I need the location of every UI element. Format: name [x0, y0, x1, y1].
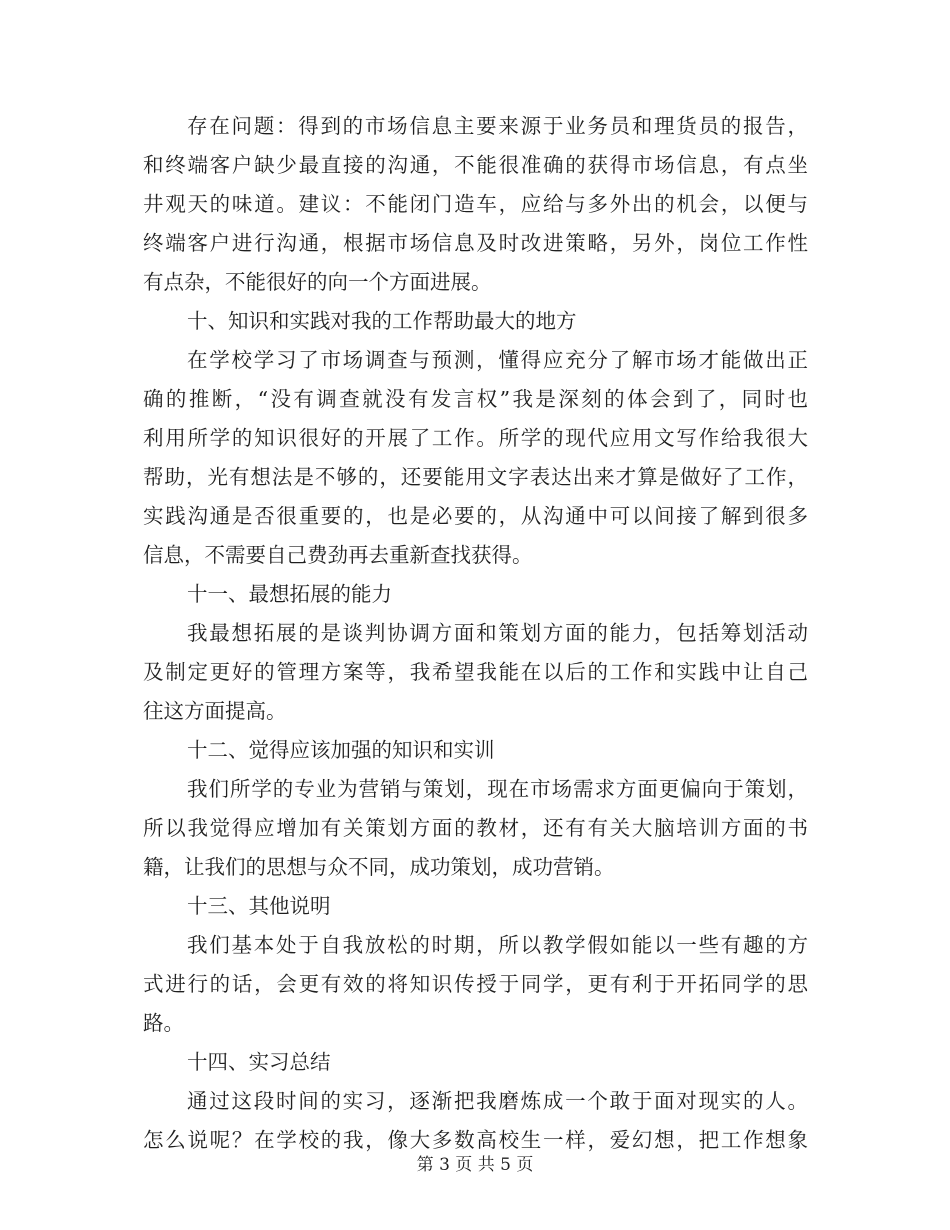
- section-heading: 十三、其他说明: [187, 894, 331, 918]
- text-line: 确的推断，“没有调查就没有发言权”我是深刻的体会到了，同时也: [143, 387, 808, 411]
- text-line: 及制定更好的管理方案等，我希望我能在以后的工作和实践中让自己: [143, 660, 808, 684]
- text-line: 终端客户进行沟通，根据市场信息及时改进策略，另外，岗位工作性: [143, 231, 808, 255]
- text-line: 利用所学的知识很好的开展了工作。所学的现代应用文写作给我很大: [143, 426, 808, 450]
- text-line: 路。: [143, 1011, 184, 1035]
- text-line: 有点杂，不能很好的向一个方面进展。: [143, 270, 492, 294]
- text-line: 籍，让我们的思想与众不同，成功策划，成功营销。: [143, 855, 615, 879]
- text-line: 和终端客户缺少最直接的沟通，不能很准确的获得市场信息，有点坐: [143, 153, 808, 177]
- text-line: 所以我觉得应增加有关策划方面的教材，还有有关大脑培训方面的书: [143, 816, 808, 840]
- text-line: 信息，不需要自己费劲再去重新查找获得。: [143, 543, 533, 567]
- section-heading: 十四、实习总结: [187, 1050, 331, 1074]
- text-line: 帮助，光有想法是不够的，还要能用文字表达出来才算是做好了工作，: [143, 465, 808, 489]
- text-line: 实践沟通是否很重要的，也是必要的，从沟通中可以间接了解到很多: [143, 504, 808, 528]
- section-heading: 十二、觉得应该加强的知识和实训: [187, 738, 495, 762]
- text-line: 通过这段时间的实习，逐渐把我磨炼成一个敢于面对现实的人。: [187, 1089, 808, 1113]
- text-line: 我们基本处于自我放松的时期，所以教学假如能以一些有趣的方: [187, 933, 808, 957]
- text-line: 在学校学习了市场调查与预测，懂得应充分了解市场才能做出正: [187, 348, 808, 372]
- page-number-footer: 第 3 页 共 5 页: [416, 1155, 534, 1175]
- body-text: [143, 107, 808, 1160]
- text-line: 我最想拓展的是谈判协调方面和策划方面的能力，包括筹划活动: [187, 621, 808, 645]
- text-line: 存在问题：得到的市场信息主要来源于业务员和理货员的报告，: [187, 114, 808, 138]
- section-heading: 十、知识和实践对我的工作帮助最大的地方: [187, 309, 577, 333]
- section-heading: 十一、最想拓展的能力: [187, 582, 392, 606]
- text-line: 我们所学的专业为营销与策划，现在市场需求方面更偏向于策划，: [187, 777, 808, 801]
- text-line: 怎么说呢？在学校的我，像大多数高校生一样，爱幻想，把工作想象: [143, 1128, 808, 1152]
- text-line: 往这方面提高。: [143, 699, 287, 723]
- text-line: 式进行的话，会更有效的将知识传授于同学，更有利于开拓同学的思: [143, 972, 808, 996]
- text-line: 井观天的味道。建议：不能闭门造车，应给与多外出的机会，以便与: [143, 192, 808, 216]
